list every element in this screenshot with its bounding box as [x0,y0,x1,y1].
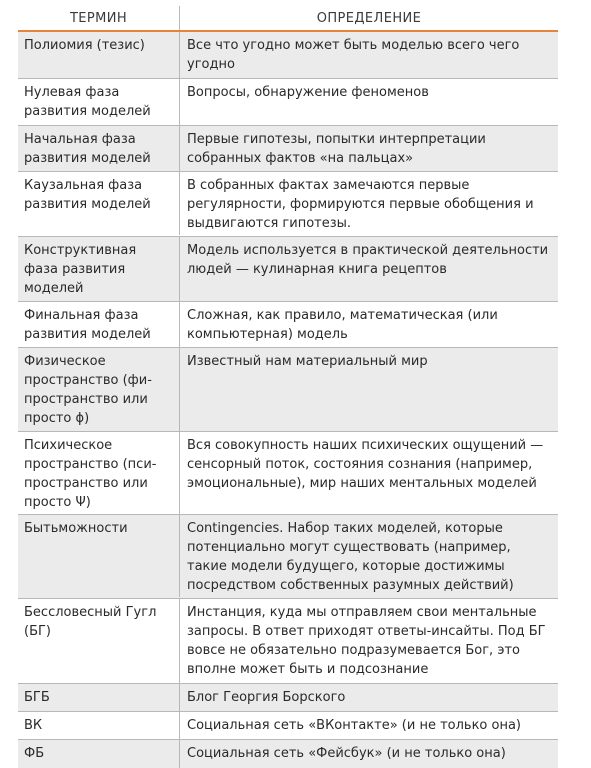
term-cell: Конструктивная фаза развития моделей [18,237,180,301]
table-row [18,237,558,302]
header-term: ТЕРМИН [18,6,180,30]
table-row [18,302,558,348]
table-row [18,79,558,126]
table-row [18,348,558,432]
table-header [18,6,558,32]
table-row [18,712,558,740]
term-cell: БГБ [18,684,180,711]
table-row [18,126,558,172]
table-row [18,432,558,515]
term-cell: Начальная фаза развития моделей [18,126,180,171]
table-row [18,684,558,712]
table-row [18,515,558,599]
term-cell: Бессловесный Гугл (БГ) [18,599,180,683]
table-row [18,32,558,79]
term-cell: ВК [18,712,180,739]
definition-cell: Первые гипотезы, попытки интерпретации собранных фактов «на пальцах» [187,132,486,166]
definition-cell: Вся совокупность наших психических ощущений — сенсорный поток, состояния сознания (например, эмоциональные), мир наших ментальных моделей [187,438,544,491]
definition-cell: Все что угодно может быть моделью всего чего угодно [187,38,520,72]
definition-cell: Вопросы, обнаружение феноменов [187,85,429,100]
table-row [18,599,558,684]
term-cell: Финальная фаза развития моделей [18,302,180,347]
term-cell: Нулевая фаза развития моделей [18,79,180,125]
table-row [18,172,558,237]
definition-cell: Блог Георгия Борского [187,690,346,705]
term-cell: Психическое пространство (пси-пространство или просто Ψ) [18,432,180,514]
definition-cell: Сложная, как правило, математическая (или компьютерная) модель [187,308,498,342]
definition-cell: Модель используется в практической деятельности людей — кулинарная книга рецептов [187,243,549,277]
term-cell: Физическое пространство (фи-пространство или просто ϕ) [18,348,180,431]
definition-cell: Социальная сеть «ВКонтакте» (и не только она) [187,718,522,733]
table-row [18,740,558,768]
glossary-table [18,6,558,768]
definition-cell: В собранных фактах замечаются первые регулярности, формируются первые обобщения и выдвигаются гипотезы. [187,178,534,231]
term-cell: ФБ [18,740,180,768]
term-cell: Каузальная фаза развития моделей [18,172,180,235]
definition-cell: Contingencies. Набор таких моделей, которые потенциально могут существовать (например, такие модели будущего, которые достижимы посредством собственных разумных действий) [187,521,514,593]
term-cell: Бытьможности [18,515,180,597]
term-cell: Полиомия (тезис) [18,32,180,78]
definition-cell: Инстанция, куда мы отправляем свои ментальные запросы. В ответ приходят ответы-инсайты. Под БГ вовсе не обязательно подразумевается Бог, это вполне может быть и подсознание [187,605,546,677]
header-definition: ОПРЕДЕЛЕНИЕ [316,11,422,26]
definition-cell: Социальная сеть «Фейсбук» (и не только она) [187,746,506,761]
definition-cell: Известный нам материальный мир [187,354,428,369]
